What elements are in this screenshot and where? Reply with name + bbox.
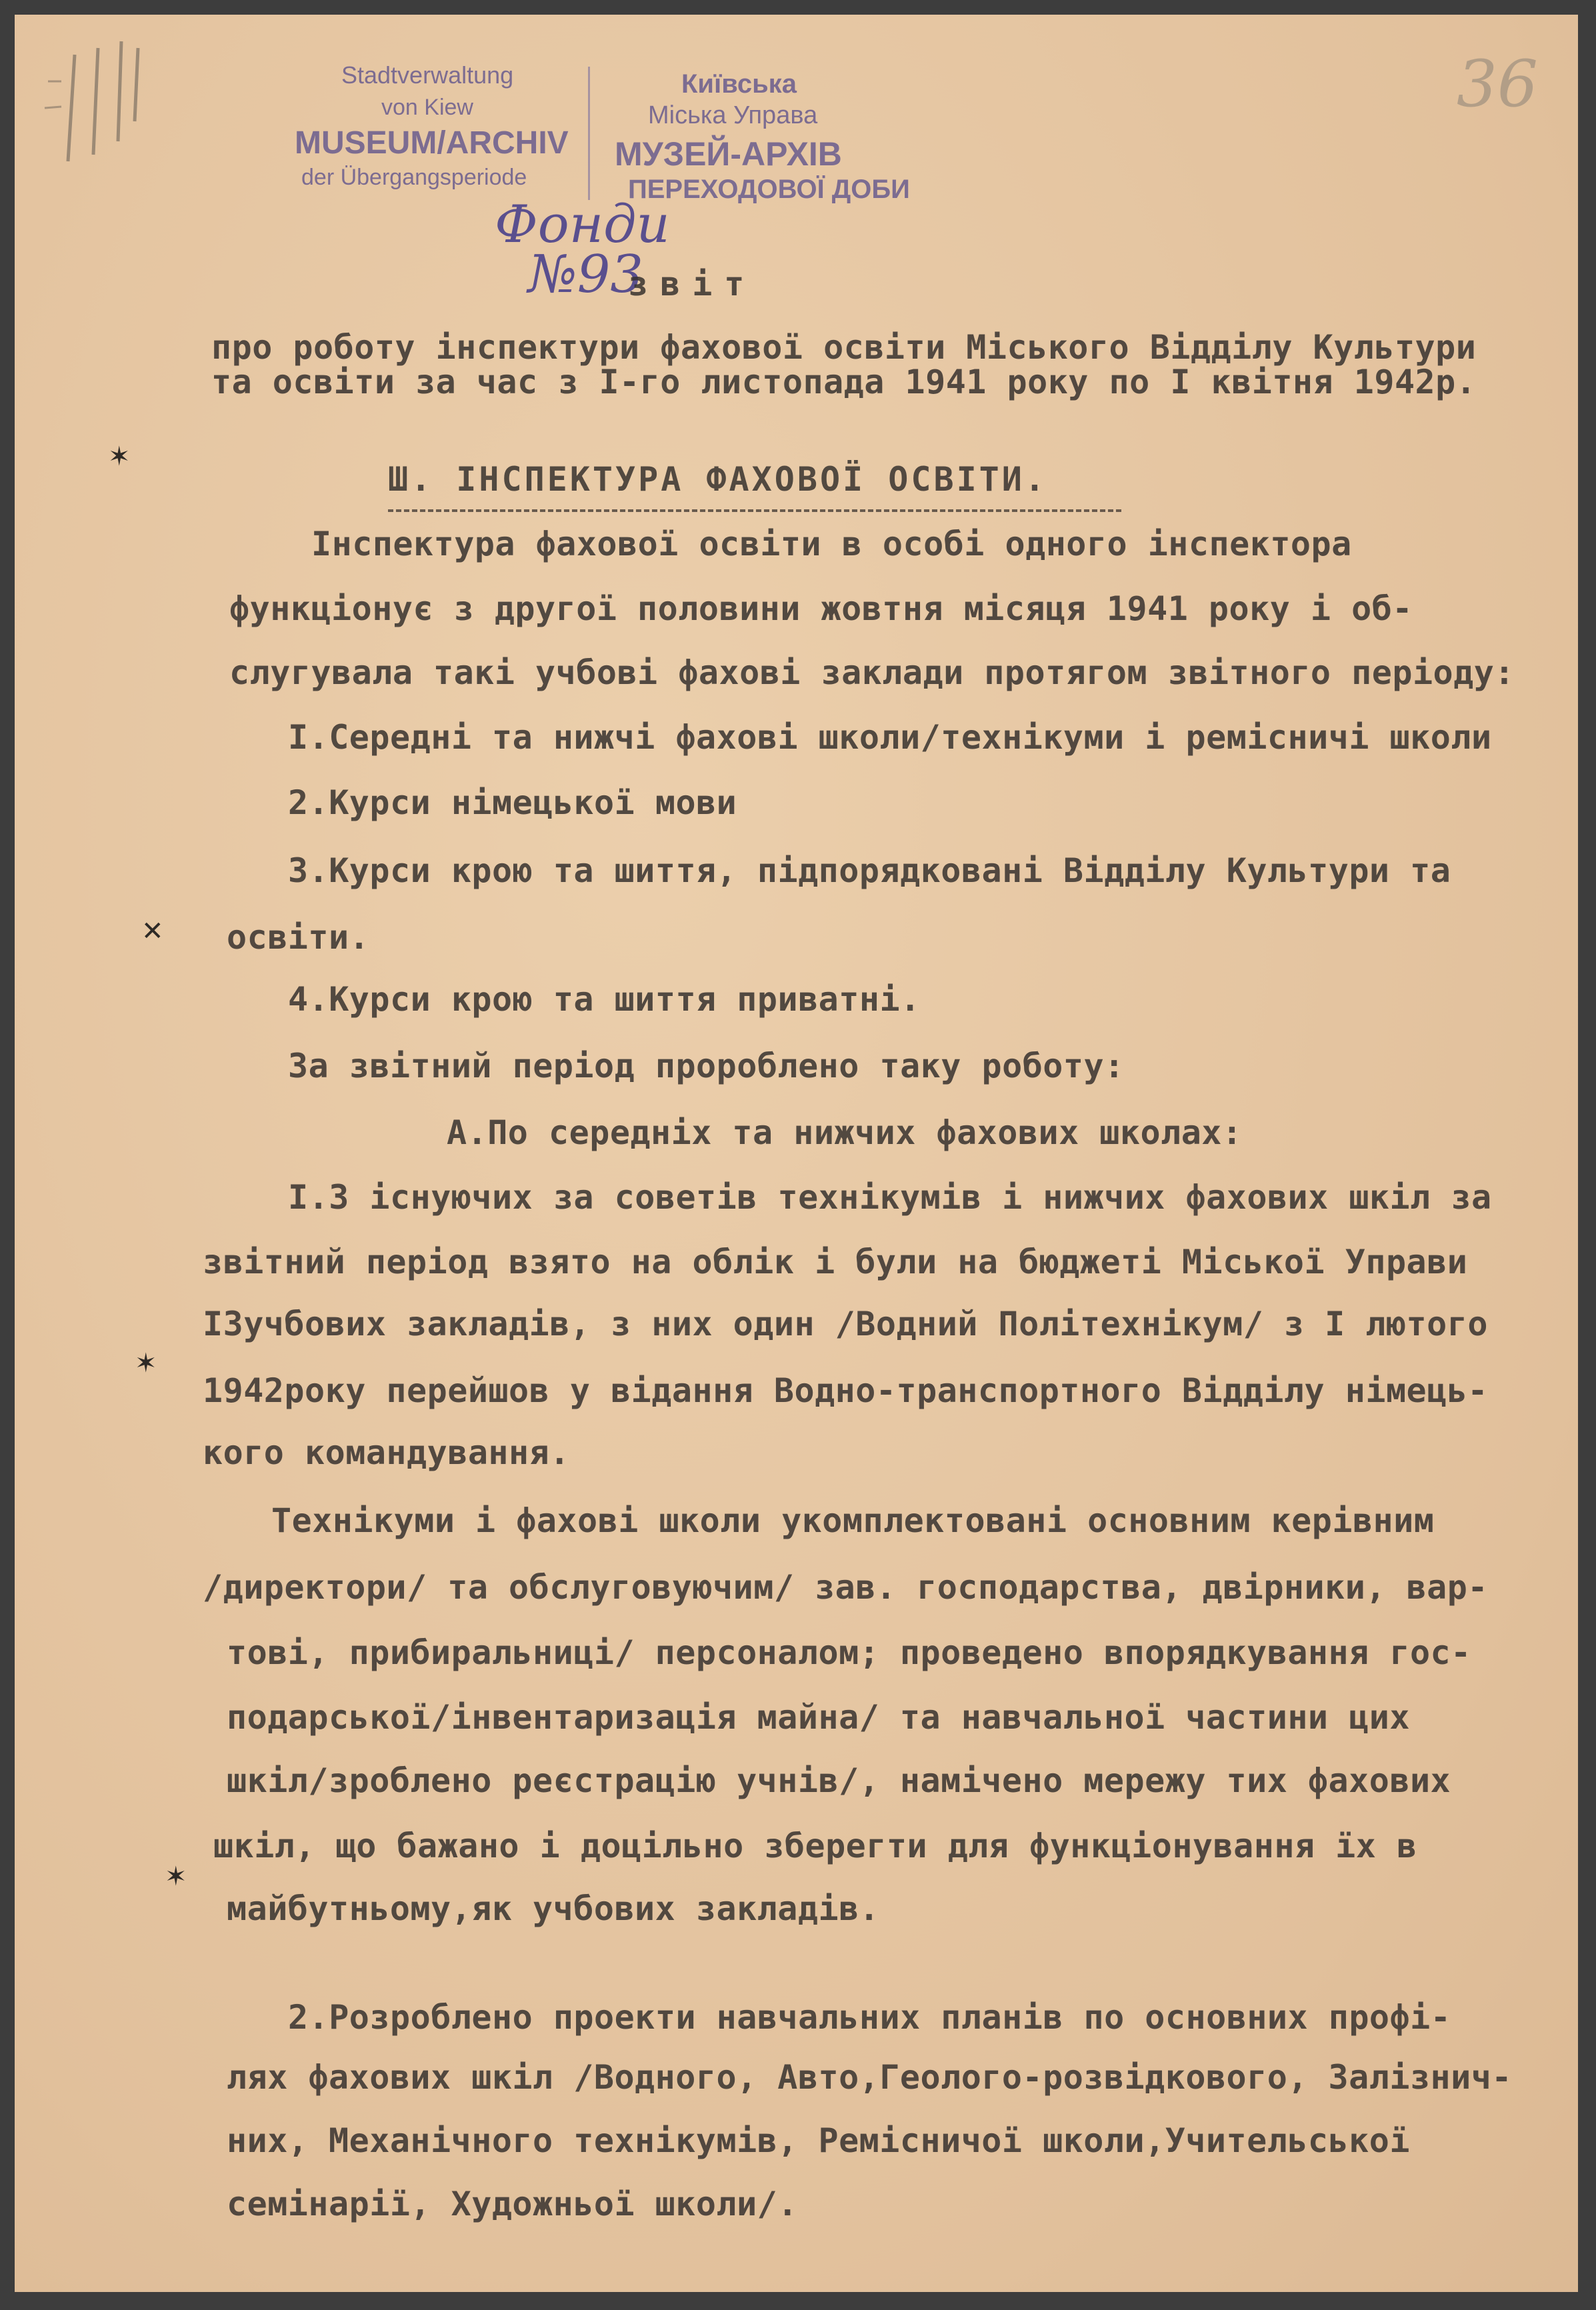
body-line: 2.Розроблено проекти навчальних планів по основних профі- [288, 1998, 1451, 2037]
body-line: семінарії, Художньої школи/. [227, 2185, 798, 2223]
stamp-left-line-2: von Kiew [381, 95, 473, 120]
body-line: ІЗучбових закладів, з них один /Водний Політехнікум/ з І лютого [203, 1305, 1488, 1343]
body-line: За звітний період пророблено таку роботу: [288, 1047, 1125, 1085]
body-line: шкіл, що бажано і доцільно зберегти для функціонування їх в [213, 1827, 1417, 1865]
stamp-left-line-1: Stadtverwaltung [341, 61, 514, 89]
body-line: 2.Курси німецької мови [288, 783, 737, 822]
body-line: 1942року перейшов у відання Водно-транспортного Відділу німець- [203, 1371, 1488, 1410]
handwritten-fond-number: №93 [528, 245, 644, 305]
body-line: тові, прибиральниці/ персоналом; проведено впорядкування гос- [227, 1633, 1471, 1672]
pencil-scrawl-mark [35, 28, 195, 188]
body-line: кого командування. [203, 1433, 570, 1472]
body-line: Технікуми і фахові школи укомплектовані основним керівним [271, 1501, 1435, 1540]
stamp-divider [588, 67, 590, 200]
body-line: 3.Курси крою та шиття, підпорядковані Відділу Культури та [288, 851, 1451, 890]
body-line: них, Механічного технікумів, Ремісничої школи,Учительської [227, 2121, 1410, 2160]
body-line: І.Середні та нижчі фахові школи/технікуми і ремісничі школи [288, 718, 1492, 757]
handwritten-fond-label: Фонди [495, 195, 670, 255]
stamp-right-line-1: Київська [681, 69, 797, 99]
stamp-left-line-3: MUSEUM/ARCHIV [295, 125, 569, 161]
section-heading: Ш. ІНСПЕКТУРА ФАХОВОЇ ОСВІТИ. [388, 460, 1047, 499]
stamp-left-line-4: der Übergangsperiode [301, 165, 527, 190]
stamp-right-line-3: МУЗЕЙ-АРХІВ [615, 135, 842, 173]
subtitle-line-1: про роботу інспектури фахової освіти Міського Відділу Культури [211, 328, 1477, 367]
stamp-right-line-4: ПЕРЕХОДОВОЇ ДОБИ [628, 175, 910, 204]
body-line: 4.Курси крою та шиття приватні. [288, 980, 921, 1019]
body-line: подарської/інвентаризація майна/ та навчальної частини цих [227, 1698, 1410, 1737]
body-line: слугувала такі учбові фахові заклади протягом звітного періоду: [229, 653, 1515, 692]
body-line: шкіл/зроблено реєстрацію учнів/, намічено мережу тих фахових [227, 1761, 1451, 1800]
body-line: освіти. [227, 918, 370, 957]
margin-mark: ✶ [165, 1861, 187, 1892]
body-line: /директори/ та обслуговуючим/ зав. господарства, двірники, вар- [203, 1568, 1488, 1607]
heading-underline [388, 509, 1121, 512]
stamp-right-line-2: Міська Управа [648, 101, 818, 129]
subtitle-line-2: та освіти за час з І-го листопада 1941 року по І квітня 1942р. [211, 363, 1477, 401]
body-line: майбутньому,як учбових закладів. [227, 1889, 880, 1928]
body-line: І.З існуючих за советів технікумів і нижчих фахових шкіл за [288, 1178, 1492, 1217]
body-line: А.По середніх та нижчих фахових школах: [447, 1113, 1243, 1152]
handwritten-page-number: 36 [1456, 47, 1538, 121]
body-line: функціонує з другої половини жовтня місяця 1941 року і об- [229, 589, 1413, 628]
margin-mark: ✶ [108, 441, 131, 472]
body-line: звітний період взято на облік і були на бюджеті Міської Управи [203, 1243, 1468, 1281]
archival-document-page [15, 15, 1578, 2292]
document-title: звіт [628, 265, 757, 303]
body-line: Інспектура фахової освіти в особі одного інспектора [311, 525, 1352, 563]
margin-mark: ✶ [135, 1348, 157, 1379]
margin-mark: ✕ [141, 916, 164, 947]
body-line: лях фахових шкіл /Водного, Авто,Геолого-розвідкового, Залізнич- [227, 2058, 1512, 2097]
